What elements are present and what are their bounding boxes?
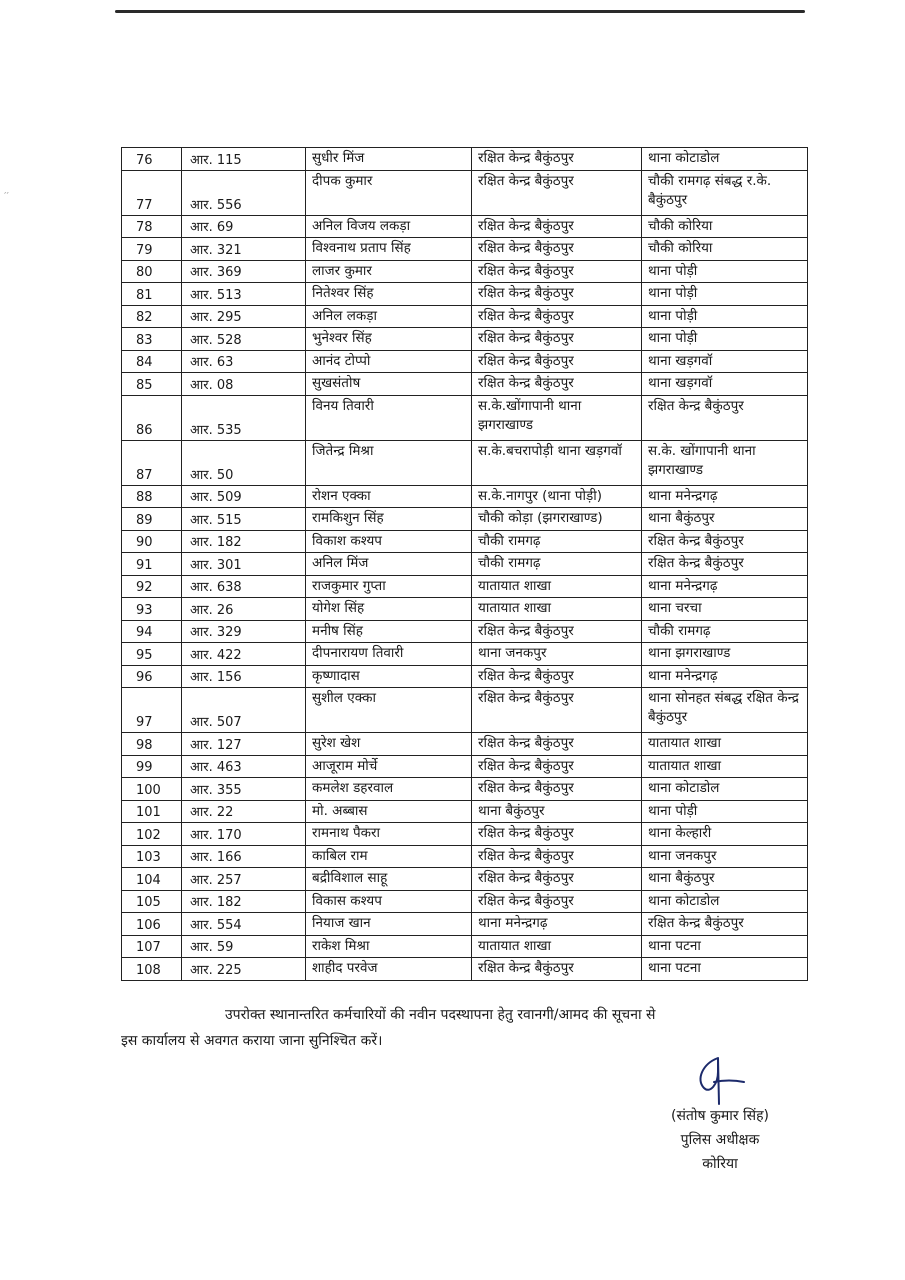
from-posting-cell: चौकी कोड़ा (झगराखाण्ड)	[472, 508, 642, 531]
from-posting-cell: यातायात शाखा	[472, 575, 642, 598]
from-posting-cell: रक्षित केन्द्र बैकुंठपुर	[472, 148, 642, 171]
from-posting-cell: रक्षित केन्द्र बैकुंठपुर	[472, 958, 642, 981]
table-row	[122, 440, 808, 485]
from-posting-cell: रक्षित केन्द्र बैकुंठपुर	[472, 778, 642, 801]
employee-id-cell: आर. 182	[182, 530, 306, 553]
serial-number-cell: 106	[122, 913, 182, 936]
from-posting-cell: रक्षित केन्द्र बैकुंठपुर	[472, 305, 642, 328]
signatory-name: (संतोष कुमार सिंह)	[671, 1108, 769, 1124]
serial-number-cell: 76	[122, 148, 182, 171]
serial-number-cell: 97	[122, 688, 182, 733]
employee-name-cell: नियाज खान	[306, 913, 472, 936]
employee-id-cell: आर. 170	[182, 823, 306, 846]
to-posting-cell: थाना पोड़ी	[642, 800, 808, 823]
from-posting-cell: चौकी रामगढ़	[472, 553, 642, 576]
serial-number-cell: 83	[122, 328, 182, 351]
to-posting-cell: थाना मनेन्द्रगढ़	[642, 665, 808, 688]
employee-id-cell: आर. 182	[182, 890, 306, 913]
table-row	[122, 305, 808, 328]
from-posting-cell: रक्षित केन्द्र बैकुंठपुर	[472, 620, 642, 643]
from-posting-cell: रक्षित केन्द्र बैकुंठपुर	[472, 868, 642, 891]
employee-id-cell: आर. 59	[182, 935, 306, 958]
employee-id-cell: आर. 513	[182, 283, 306, 306]
serial-number-cell: 108	[122, 958, 182, 981]
employee-name-cell: अनिल विजय लकड़ा	[306, 215, 472, 238]
to-posting-cell: चौकी रामगढ़	[642, 620, 808, 643]
from-posting-cell: स.के.नागपुर (थाना पोड़ी)	[472, 485, 642, 508]
from-posting-cell: रक्षित केन्द्र बैकुंठपुर	[472, 688, 642, 733]
employee-name-cell: राकेश मिश्रा	[306, 935, 472, 958]
serial-number-cell: 96	[122, 665, 182, 688]
table-row	[122, 260, 808, 283]
to-posting-cell: यातायात शाखा	[642, 755, 808, 778]
to-posting-cell: स.के. खोंगापानी थाना झगराखाण्ड	[642, 440, 808, 485]
from-posting-cell: रक्षित केन्द्र बैकुंठपुर	[472, 215, 642, 238]
serial-number-cell: 91	[122, 553, 182, 576]
employee-name-cell: भुनेश्वर सिंह	[306, 328, 472, 351]
employee-id-cell: आर. 463	[182, 755, 306, 778]
table-row	[122, 890, 808, 913]
employee-id-cell: आर. 507	[182, 688, 306, 733]
to-posting-cell: रक्षित केन्द्र बैकुंठपुर	[642, 395, 808, 440]
table-row	[122, 845, 808, 868]
from-posting-cell: रक्षित केन्द्र बैकुंठपुर	[472, 823, 642, 846]
to-posting-cell: थाना खड़गवॉ	[642, 373, 808, 396]
employee-id-cell: आर. 329	[182, 620, 306, 643]
from-posting-cell: रक्षित केन्द्र बैकुंठपुर	[472, 733, 642, 756]
from-posting-cell: थाना बैकुंठपुर	[472, 800, 642, 823]
footer-line-2: इस कार्यालय से अवगत कराया जाना सुनिश्चित करें।	[121, 1033, 383, 1049]
employee-name-cell: जितेन्द्र मिश्रा	[306, 440, 472, 485]
serial-number-cell: 99	[122, 755, 182, 778]
from-posting-cell: थाना मनेन्द्रगढ़	[472, 913, 642, 936]
to-posting-cell: थाना जनकपुर	[642, 845, 808, 868]
table-row	[122, 958, 808, 981]
serial-number-cell: 88	[122, 485, 182, 508]
serial-number-cell: 80	[122, 260, 182, 283]
from-posting-cell: रक्षित केन्द्र बैकुंठपुर	[472, 755, 642, 778]
to-posting-cell: थाना पोड़ी	[642, 260, 808, 283]
table-row	[122, 283, 808, 306]
table-row	[122, 868, 808, 891]
table-row	[122, 598, 808, 621]
employee-name-cell: दीपक कुमार	[306, 170, 472, 215]
employee-id-cell: आर. 295	[182, 305, 306, 328]
from-posting-cell: स.के.खोंगापानी थाना झगराखाण्ड	[472, 395, 642, 440]
employee-name-cell: सुशील एक्का	[306, 688, 472, 733]
to-posting-cell: चौकी कोरिया	[642, 238, 808, 261]
employee-name-cell: नितेश्वर सिंह	[306, 283, 472, 306]
serial-number-cell: 78	[122, 215, 182, 238]
table-row	[122, 148, 808, 171]
margin-mark: ′′	[4, 190, 9, 203]
employee-id-cell: आर. 528	[182, 328, 306, 351]
table-row	[122, 643, 808, 666]
serial-number-cell: 101	[122, 800, 182, 823]
serial-number-cell: 95	[122, 643, 182, 666]
from-posting-cell: यातायात शाखा	[472, 598, 642, 621]
table-row	[122, 800, 808, 823]
from-posting-cell: रक्षित केन्द्र बैकुंठपुर	[472, 170, 642, 215]
to-posting-cell: थाना पोड़ी	[642, 283, 808, 306]
to-posting-cell: थाना कोटाडोल	[642, 778, 808, 801]
employee-id-cell: आर. 638	[182, 575, 306, 598]
employee-name-cell: कमलेश डहरवाल	[306, 778, 472, 801]
table-row	[122, 688, 808, 733]
employee-id-cell: आर. 156	[182, 665, 306, 688]
serial-number-cell: 79	[122, 238, 182, 261]
signatory-district: कोरिया	[702, 1156, 738, 1172]
employee-id-cell: आर. 509	[182, 485, 306, 508]
table-row	[122, 170, 808, 215]
footer-line-1: उपरोक्त स्थानान्तरित कर्मचारियों की नवीन पदस्थापना हेतु रवानगी/आमद की सूचना से	[225, 1007, 656, 1023]
signatory-designation: पुलिस अधीक्षक	[680, 1132, 760, 1148]
table-row	[122, 395, 808, 440]
employee-id-cell: आर. 26	[182, 598, 306, 621]
table-row	[122, 778, 808, 801]
to-posting-cell: यातायात शाखा	[642, 733, 808, 756]
serial-number-cell: 84	[122, 350, 182, 373]
to-posting-cell: चौकी रामगढ़ संबद्ध र.के. बैकुंठपुर	[642, 170, 808, 215]
transfer-table	[121, 147, 808, 981]
signature-block	[640, 1104, 800, 1176]
table-row	[122, 553, 808, 576]
serial-number-cell: 87	[122, 440, 182, 485]
employee-name-cell: दीपनारायण तिवारी	[306, 643, 472, 666]
employee-id-cell: आर. 50	[182, 440, 306, 485]
from-posting-cell: स.के.बचरापोड़ी थाना खड़गवॉ	[472, 440, 642, 485]
to-posting-cell: थाना बैकुंठपुर	[642, 508, 808, 531]
employee-name-cell: विकास कश्यप	[306, 890, 472, 913]
employee-name-cell: विनय तिवारी	[306, 395, 472, 440]
employee-id-cell: आर. 321	[182, 238, 306, 261]
table-row	[122, 620, 808, 643]
employee-name-cell: मनीष सिंह	[306, 620, 472, 643]
serial-number-cell: 89	[122, 508, 182, 531]
employee-name-cell: शाहीद परवेज	[306, 958, 472, 981]
employee-name-cell: विकाश कश्यप	[306, 530, 472, 553]
employee-id-cell: आर. 556	[182, 170, 306, 215]
serial-number-cell: 104	[122, 868, 182, 891]
employee-name-cell: सुधीर मिंज	[306, 148, 472, 171]
handwritten-signature-icon	[688, 1054, 748, 1106]
from-posting-cell: थाना जनकपुर	[472, 643, 642, 666]
serial-number-cell: 100	[122, 778, 182, 801]
to-posting-cell: थाना कोटाडोल	[642, 148, 808, 171]
serial-number-cell: 82	[122, 305, 182, 328]
employee-name-cell: राजकुमार गुप्ता	[306, 575, 472, 598]
employee-name-cell: अनिल लकड़ा	[306, 305, 472, 328]
to-posting-cell: थाना चरचा	[642, 598, 808, 621]
table-row	[122, 530, 808, 553]
employee-id-cell: आर. 422	[182, 643, 306, 666]
table-row	[122, 485, 808, 508]
employee-name-cell: मो. अब्बास	[306, 800, 472, 823]
to-posting-cell: थाना झगराखाण्ड	[642, 643, 808, 666]
from-posting-cell: चौकी रामगढ़	[472, 530, 642, 553]
from-posting-cell: रक्षित केन्द्र बैकुंठपुर	[472, 373, 642, 396]
transfer-table-body	[122, 148, 808, 981]
serial-number-cell: 85	[122, 373, 182, 396]
table-row	[122, 665, 808, 688]
from-posting-cell: रक्षित केन्द्र बैकुंठपुर	[472, 283, 642, 306]
employee-name-cell: आजूराम मोर्चे	[306, 755, 472, 778]
serial-number-cell: 90	[122, 530, 182, 553]
table-row	[122, 935, 808, 958]
employee-name-cell: लाजर कुमार	[306, 260, 472, 283]
table-row	[122, 755, 808, 778]
employee-id-cell: आर. 63	[182, 350, 306, 373]
employee-id-cell: आर. 127	[182, 733, 306, 756]
table-row	[122, 215, 808, 238]
serial-number-cell: 77	[122, 170, 182, 215]
table-row	[122, 575, 808, 598]
to-posting-cell: थाना पटना	[642, 935, 808, 958]
employee-id-cell: आर. 554	[182, 913, 306, 936]
from-posting-cell: यातायात शाखा	[472, 935, 642, 958]
serial-number-cell: 102	[122, 823, 182, 846]
to-posting-cell: थाना पटना	[642, 958, 808, 981]
from-posting-cell: रक्षित केन्द्र बैकुंठपुर	[472, 665, 642, 688]
serial-number-cell: 105	[122, 890, 182, 913]
employee-id-cell: आर. 166	[182, 845, 306, 868]
employee-id-cell: आर. 301	[182, 553, 306, 576]
serial-number-cell: 107	[122, 935, 182, 958]
employee-name-cell: योगेश सिंह	[306, 598, 472, 621]
to-posting-cell: थाना कोटाडोल	[642, 890, 808, 913]
table-row	[122, 733, 808, 756]
serial-number-cell: 86	[122, 395, 182, 440]
table-row	[122, 913, 808, 936]
employee-name-cell: अनिल मिंज	[306, 553, 472, 576]
from-posting-cell: रक्षित केन्द्र बैकुंठपुर	[472, 350, 642, 373]
to-posting-cell: थाना मनेन्द्रगढ़	[642, 485, 808, 508]
employee-id-cell: आर. 22	[182, 800, 306, 823]
employee-id-cell: आर. 115	[182, 148, 306, 171]
to-posting-cell: थाना सोनहत संबद्ध रक्षित केन्द्र बैकुंठपुर	[642, 688, 808, 733]
from-posting-cell: रक्षित केन्द्र बैकुंठपुर	[472, 328, 642, 351]
table-row	[122, 238, 808, 261]
serial-number-cell: 93	[122, 598, 182, 621]
employee-id-cell: आर. 535	[182, 395, 306, 440]
to-posting-cell: थाना पोड़ी	[642, 328, 808, 351]
serial-number-cell: 81	[122, 283, 182, 306]
employee-name-cell: बद्रीविशाल साहू	[306, 868, 472, 891]
employee-id-cell: आर. 257	[182, 868, 306, 891]
employee-name-cell: रामकिशुन सिंह	[306, 508, 472, 531]
from-posting-cell: रक्षित केन्द्र बैकुंठपुर	[472, 260, 642, 283]
to-posting-cell: थाना खड़गवॉ	[642, 350, 808, 373]
to-posting-cell: रक्षित केन्द्र बैकुंठपुर	[642, 913, 808, 936]
employee-id-cell: आर. 08	[182, 373, 306, 396]
to-posting-cell: रक्षित केन्द्र बैकुंठपुर	[642, 553, 808, 576]
employee-id-cell: आर. 355	[182, 778, 306, 801]
employee-name-cell: काबिल राम	[306, 845, 472, 868]
employee-id-cell: आर. 515	[182, 508, 306, 531]
to-posting-cell: थाना पोड़ी	[642, 305, 808, 328]
serial-number-cell: 98	[122, 733, 182, 756]
footer-note	[121, 1002, 811, 1054]
employee-name-cell: रामनाथ पैकरा	[306, 823, 472, 846]
employee-name-cell: सुरेश खेश	[306, 733, 472, 756]
serial-number-cell: 92	[122, 575, 182, 598]
serial-number-cell: 103	[122, 845, 182, 868]
to-posting-cell: थाना बैकुंठपुर	[642, 868, 808, 891]
table-row	[122, 508, 808, 531]
table-row	[122, 373, 808, 396]
serial-number-cell: 94	[122, 620, 182, 643]
employee-name-cell: विश्वनाथ प्रताप सिंह	[306, 238, 472, 261]
table-row	[122, 823, 808, 846]
employee-name-cell: कृष्णादास	[306, 665, 472, 688]
to-posting-cell: रक्षित केन्द्र बैकुंठपुर	[642, 530, 808, 553]
employee-name-cell: आनंद टोप्पो	[306, 350, 472, 373]
employee-id-cell: आर. 369	[182, 260, 306, 283]
to-posting-cell: चौकी कोरिया	[642, 215, 808, 238]
employee-name-cell: सुखसंतोष	[306, 373, 472, 396]
table-row	[122, 350, 808, 373]
from-posting-cell: रक्षित केन्द्र बैकुंठपुर	[472, 238, 642, 261]
table-row	[122, 328, 808, 351]
employee-id-cell: आर. 225	[182, 958, 306, 981]
from-posting-cell: रक्षित केन्द्र बैकुंठपुर	[472, 845, 642, 868]
employee-name-cell: रोशन एक्का	[306, 485, 472, 508]
from-posting-cell: रक्षित केन्द्र बैकुंठपुर	[472, 890, 642, 913]
to-posting-cell: थाना मनेन्द्रगढ़	[642, 575, 808, 598]
to-posting-cell: थाना केल्हारी	[642, 823, 808, 846]
employee-id-cell: आर. 69	[182, 215, 306, 238]
top-rule	[115, 10, 805, 13]
